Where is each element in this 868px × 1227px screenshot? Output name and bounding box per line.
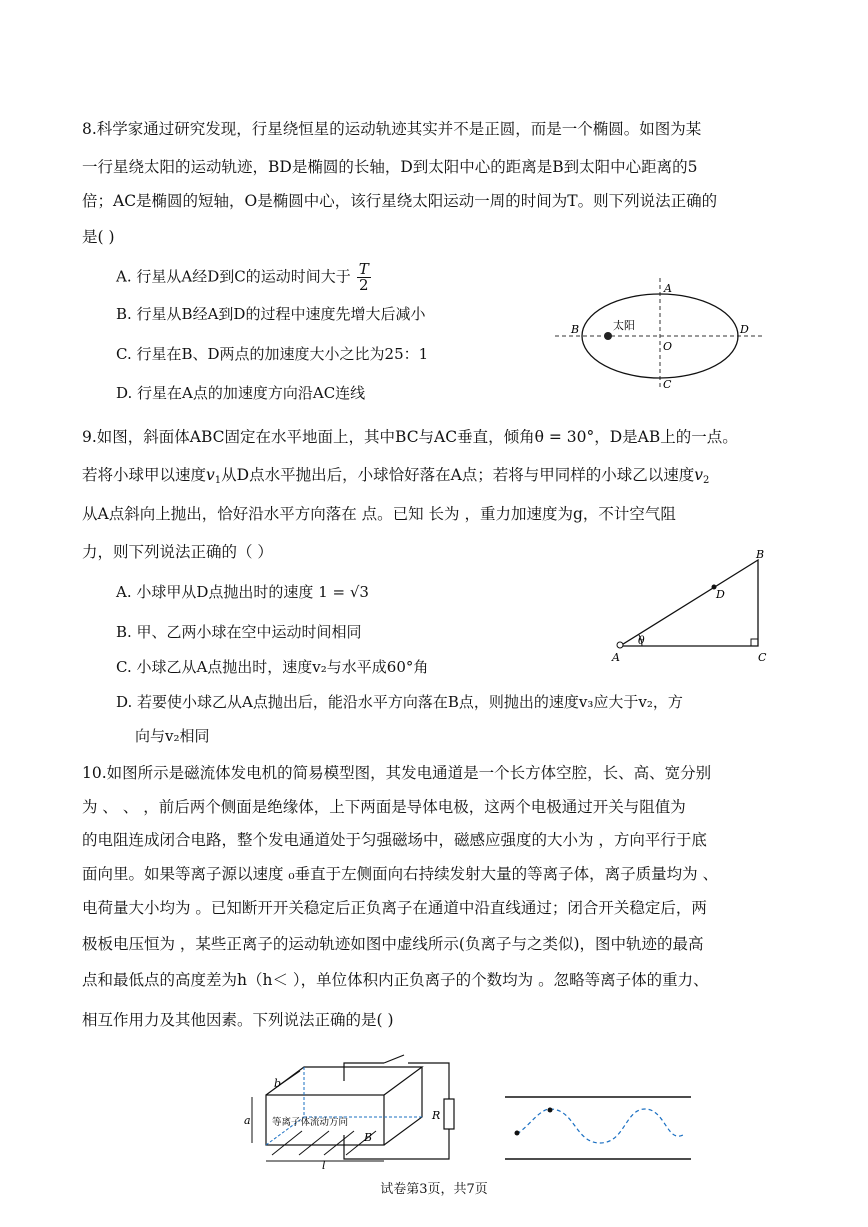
q10-line-6: 极板电压恒为 ，某些正离子的运动轨迹如图中虚线所示(负离子与之类似)，图中轨迹的最高 — [82, 935, 704, 953]
q8-label-b: B — [571, 323, 580, 336]
q8-stem-line-3: 倍；AC是椭圆的短轴，O是椭圆中心，该行星绕太阳运动一周的时间为T。则下列说法正确的 — [82, 192, 718, 210]
q8-label-c: C — [663, 378, 672, 391]
q8-option-b: B. 行星从B经A到D的过程中速度先增大后减小 — [116, 305, 426, 323]
q10-line-1: 10.如图所示是磁流体发电机的简易模型图，其发电通道是一个长方体空腔，长、高、宽分别 — [82, 764, 712, 782]
q10-line-8: 相互作用力及其他因素。下列说法正确的是( ) — [82, 1011, 394, 1029]
q8-label-sun: 太阳 — [613, 319, 635, 332]
q9-label-d: D — [716, 588, 725, 601]
q9-line-4: 力，则下列说法正确的（ ） — [82, 543, 273, 561]
q8-label-d: D — [740, 323, 749, 336]
q8-label-a: A — [664, 282, 672, 295]
q10-label-r: R — [432, 1109, 441, 1122]
q10-line-3: 的电阻连成闭合电路，整个发电通道处于匀强磁场中，磁感应强度的大小为 ，方向平行于底 — [82, 831, 707, 849]
q9-label-a: A — [612, 651, 620, 664]
q9-option-a: A. 小球甲从D点抛出时的速度 1 = √3 — [116, 583, 369, 601]
q10-trajectory-figure — [505, 1095, 695, 1165]
q9-option-d-line-2: 向与v₂相同 — [135, 727, 210, 745]
q8-option-a-text: A. 行星从A经D到C的运动时间大于 — [116, 267, 351, 286]
q10-label-a: a — [244, 1114, 251, 1127]
q9-label-c: C — [758, 651, 767, 664]
q9-line-1: 9.如图，斜面体ABC固定在水平地面上，其中BC与AC垂直，倾角θ = 30°，D是AB上的一点。 — [82, 428, 738, 446]
q8-stem-line-4: 是( ) — [82, 228, 115, 246]
q10-label-b: b — [274, 1077, 282, 1090]
q9-label-theta: θ — [638, 634, 645, 647]
q9-line-3: 从A点斜向上抛出，恰好沿水平方向落在 点。已知 长为 ，重力加速度为g，不计空气阻 — [82, 505, 676, 523]
q10-line-2: 为 、 、 ，前后两个侧面是绝缘体，上下两面是导体电极，这两个电极通过开关与阻值为 — [82, 798, 686, 816]
q10-line-7: 点和最低点的高度差为h（h＜ ），单位体积内正负离子的个数均为 。忽略等离子体的重力、 — [82, 971, 709, 989]
q10-label-bfield: B — [364, 1131, 373, 1144]
q8-option-a-fraction: $\frac{T}{2}$ — [358, 260, 369, 294]
q10-line-5: 电荷量大小均为 。已知断开开关稳定后正负离子在通道中沿直线通过；闭合开关稳定后，两 — [82, 899, 707, 917]
q8-option-c: C. 行星在B、D两点的加速度大小之比为25：1 — [116, 345, 429, 363]
q8-option-a — [116, 262, 371, 293]
q9-incline-figure — [608, 548, 778, 668]
q10-generator-figure — [244, 1047, 474, 1172]
q8-label-o: O — [663, 340, 673, 353]
q8-stem-line-1: 8.科学家通过研究发现，行星绕恒星的运动轨迹其实并不是正圆，而是一个椭圆。如图为某 — [82, 120, 702, 138]
q9-option-b: B. 甲、乙两小球在空中运动时间相同 — [116, 623, 362, 641]
q8-option-d: D. 行星在A点的加速度方向沿AC连线 — [116, 384, 366, 402]
q9-option-d-line-1: D. 若要使小球乙从A点抛出后，能沿水平方向落在B点，则抛出的速度v₃应大于v₂，方 — [116, 693, 683, 711]
q9-option-c: C. 小球乙从A点抛出时，速度v₂与水平成60°角 — [116, 658, 429, 676]
resistor-r — [444, 1099, 454, 1129]
q10-line-4: 面向里。如果等离子源以速度 ₀垂直于左侧面向右持续发射大量的等离子体，离子质量均为 、 — [82, 865, 719, 883]
sun-dot — [604, 332, 612, 340]
q9-line-2: 若将小球甲以速度$v_1$从D点水平抛出后，小球恰好落在A点；若将与甲同样的小球乙以速度$v_2$ — [82, 466, 710, 486]
q8-orbit-figure — [555, 278, 775, 398]
q10-flow-label: 等离子体流动方向 — [272, 1117, 349, 1128]
q9-label-b: B — [756, 548, 765, 561]
page-footer: 试卷第3页，共7页 — [380, 1182, 488, 1197]
q8-stem-line-2: 一行星绕太阳的运动轨迹，BD是椭圆的长轴，D到太阳中心的距离是B到太阳中心距离的5 — [82, 158, 698, 176]
q10-label-l: l — [322, 1159, 326, 1172]
